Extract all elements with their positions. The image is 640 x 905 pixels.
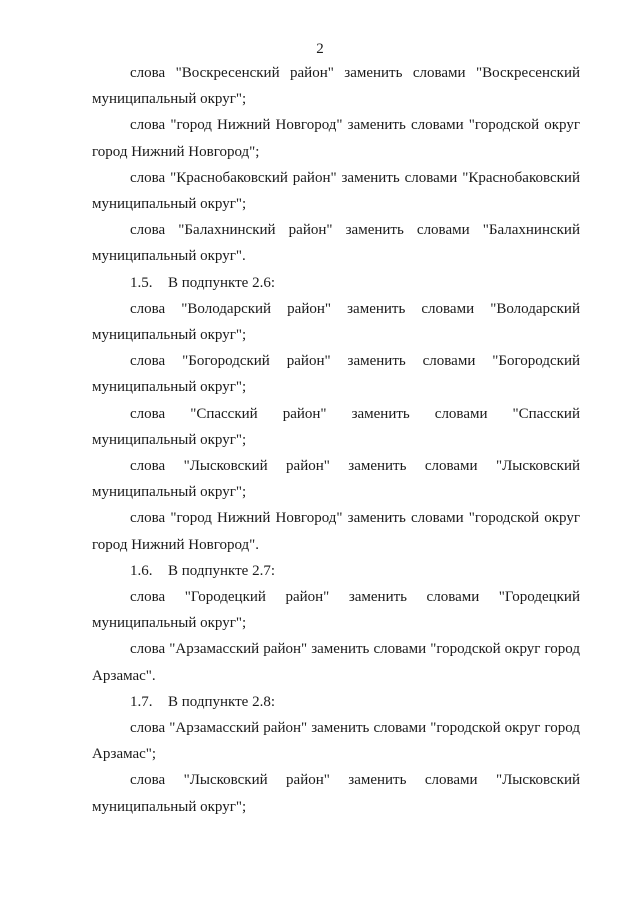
paragraph-balakhninsky: слова "Балахнинский район" заменить словами "Балахнинский муниципальный округ". — [92, 222, 580, 265]
paragraph-voskresensky: слова "Воскресенский район" заменить словами "Воскресенский муниципальный округ"; — [92, 65, 580, 108]
paragraph-nizhny-novgorod-2: слова "город Нижний Новгород" заменить словами "городской округ город Нижний Новгород". — [92, 510, 580, 553]
subitem-1-6 — [92, 558, 580, 584]
subitem-heading: В подпункте 2.7: — [168, 562, 276, 579]
paragraph-spassky: слова "Спасский район" заменить словами "Спасский муниципальный округ"; — [92, 405, 580, 448]
document-body — [92, 60, 580, 820]
subitem-number: 1.5. — [130, 274, 153, 291]
subitem-heading: В подпункте 2.6: — [168, 274, 276, 291]
subitem-heading: В подпункте 2.8: — [168, 693, 276, 710]
page-number: 2 — [316, 41, 324, 57]
subitem-1-7 — [92, 689, 580, 715]
subitem-1-5 — [92, 270, 580, 296]
paragraph-krasnobakovsky: слова "Краснобаковский район" заменить словами "Краснобаковский муниципальный округ"; — [92, 169, 580, 213]
paragraph-arzamassky: слова "Арзамасский район" заменить словами "городской округ город Арзамас". — [92, 641, 580, 684]
paragraph-arzamassky-2: слова "Арзамасский район" заменить словами "городской округ город Арзамас"; — [92, 720, 580, 763]
paragraph-bogorodsky: слова "Богородский район" заменить словами "Богородский муниципальный округ"; — [92, 353, 580, 396]
paragraph-nizhny-novgorod: слова "город Нижний Новгород" заменить словами "городской округ город Нижний Новгород"; — [92, 117, 580, 160]
paragraph-gorodetsky: слова "Городецкий район" заменить словами "Городецкий муниципальный округ"; — [92, 589, 580, 632]
subitem-number: 1.7. — [130, 693, 153, 710]
paragraph-lyskovsky: слова "Лысковский район" заменить словами "Лысковский муниципальный округ"; — [92, 458, 580, 501]
subitem-number: 1.6. — [130, 562, 153, 579]
paragraph-volodarsky: слова "Володарский район" заменить словами "Володарский муниципальный округ"; — [92, 300, 580, 344]
paragraph-lyskovsky-2: слова "Лысковский район" заменить словами "Лысковский муниципальный округ"; — [92, 772, 580, 815]
